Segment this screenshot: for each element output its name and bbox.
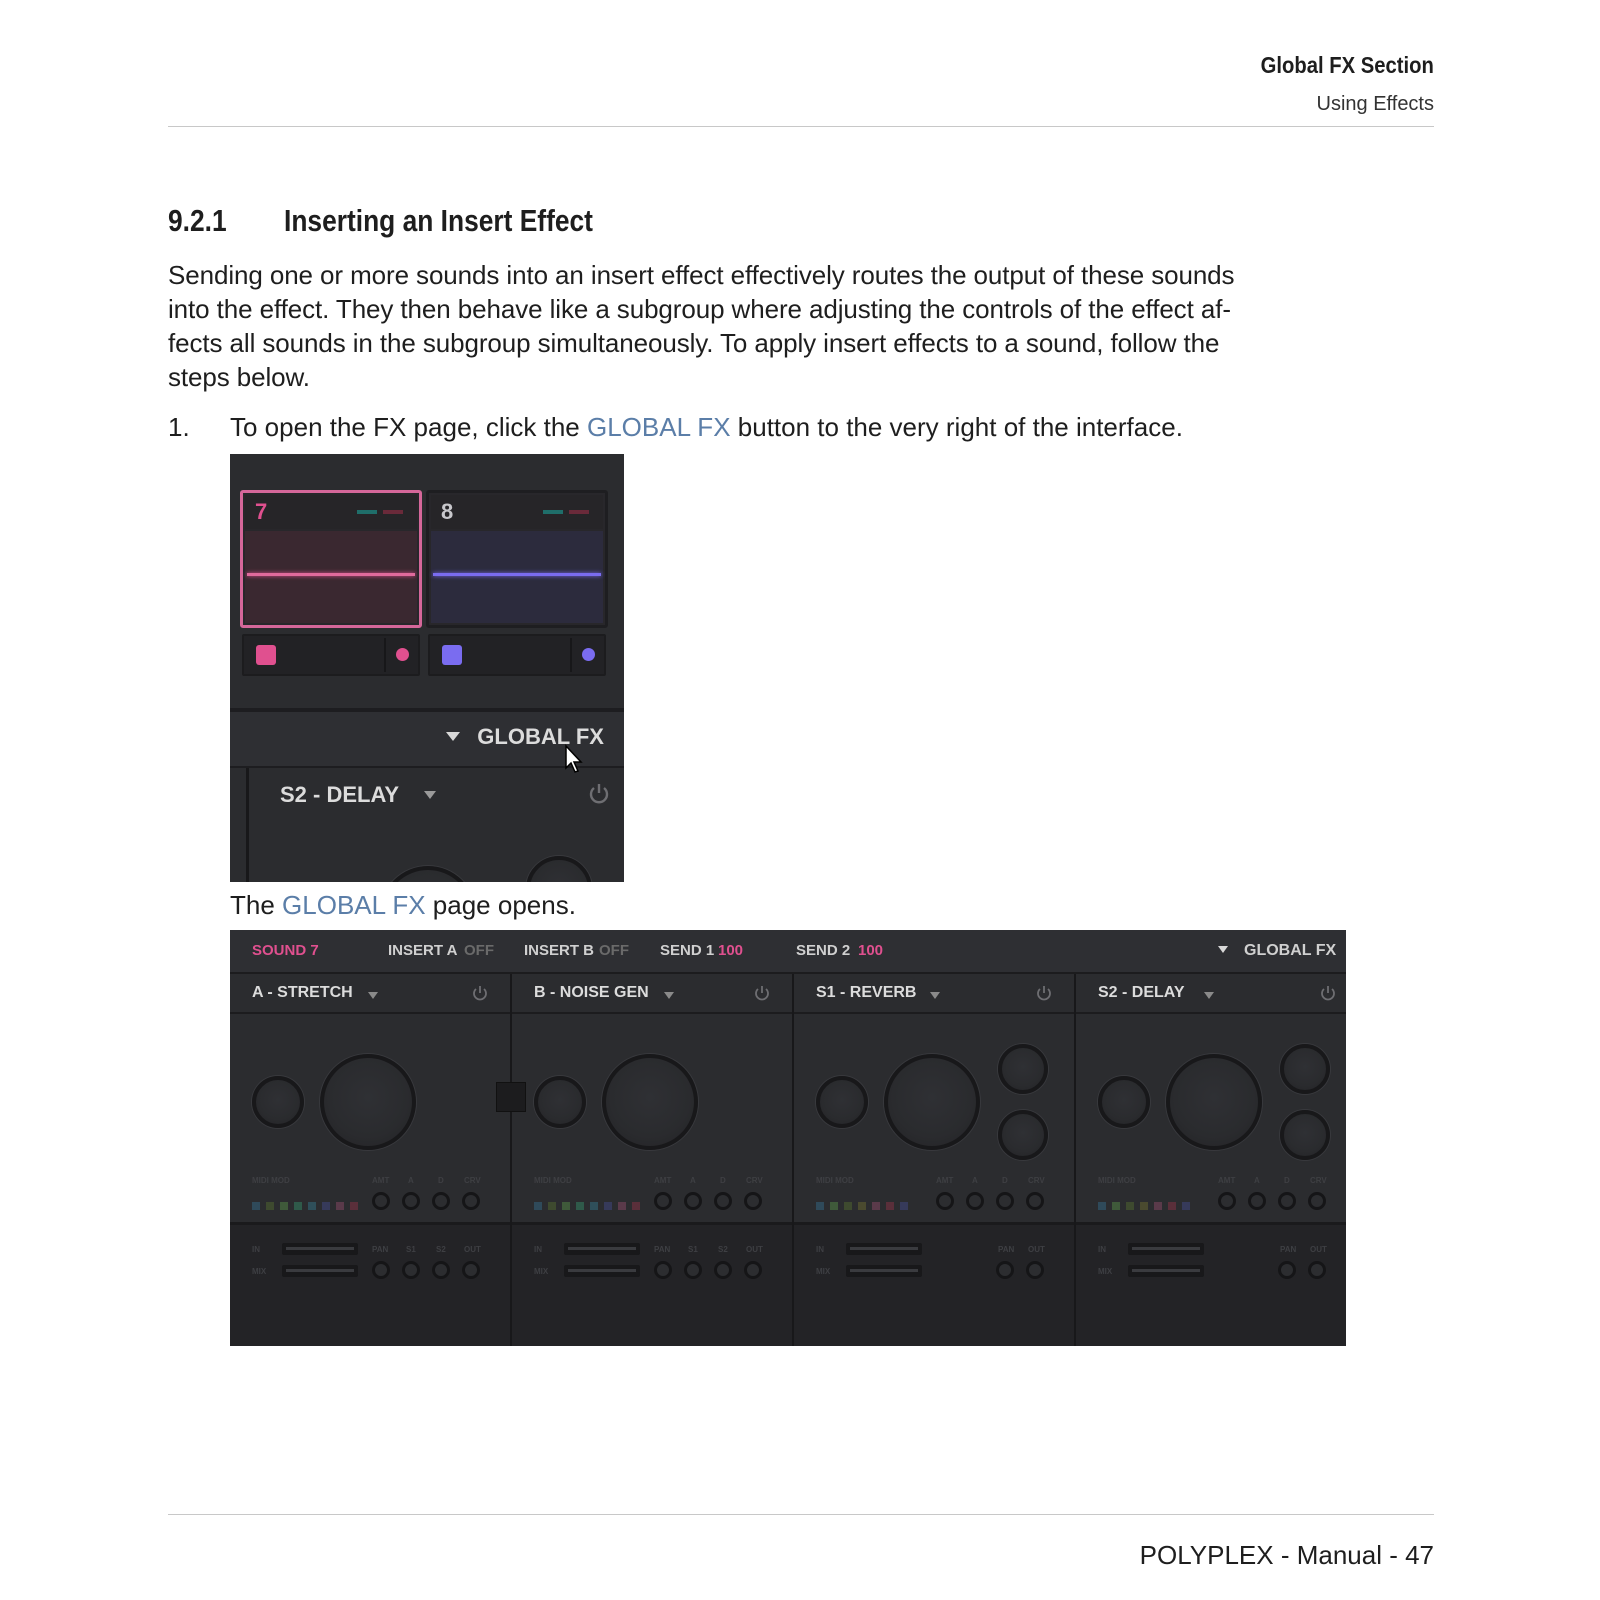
intro-line: steps below. bbox=[168, 362, 310, 392]
label: IN bbox=[534, 1245, 542, 1254]
knob-large[interactable] bbox=[884, 1054, 980, 1150]
knob-small[interactable] bbox=[1026, 1192, 1044, 1210]
fx-name: A - STRETCH bbox=[252, 984, 353, 1001]
knob[interactable] bbox=[1280, 1110, 1330, 1160]
knob-small[interactable] bbox=[744, 1261, 762, 1279]
mod-slot[interactable] bbox=[1098, 1202, 1106, 1210]
mod-slot[interactable] bbox=[562, 1202, 570, 1210]
panel-header bbox=[794, 974, 1074, 1014]
section-number: 9.2.1 bbox=[168, 203, 227, 238]
label: D bbox=[438, 1176, 444, 1185]
knob-small[interactable] bbox=[1278, 1261, 1296, 1279]
mod-slot[interactable] bbox=[632, 1202, 640, 1210]
knob-small[interactable] bbox=[1278, 1192, 1296, 1210]
pad-8[interactable] bbox=[426, 490, 608, 628]
mod-slot[interactable] bbox=[1154, 1202, 1162, 1210]
screenshot-global-fx-button bbox=[230, 454, 624, 882]
pad-7-sample-slot[interactable] bbox=[242, 634, 420, 676]
pad-7[interactable] bbox=[240, 490, 422, 628]
footer-divider bbox=[168, 1514, 1434, 1515]
label: A bbox=[972, 1176, 978, 1185]
global-fx-button[interactable]: GLOBAL FX bbox=[1244, 942, 1337, 959]
mod-slot[interactable] bbox=[1168, 1202, 1176, 1210]
fx-panel-a-stretch bbox=[230, 974, 513, 1346]
caption-before: The bbox=[230, 890, 283, 920]
knob-small[interactable] bbox=[654, 1192, 672, 1210]
mouse-cursor-icon bbox=[564, 744, 584, 774]
fader[interactable] bbox=[282, 1265, 358, 1277]
mod-slot[interactable] bbox=[816, 1202, 824, 1210]
label: OUT bbox=[746, 1245, 763, 1254]
knob-small[interactable] bbox=[996, 1192, 1014, 1210]
fx-body bbox=[230, 826, 624, 882]
mod-slot[interactable] bbox=[900, 1202, 908, 1210]
label: IN bbox=[1098, 1245, 1106, 1254]
power-icon[interactable] bbox=[754, 985, 770, 1001]
knob-small[interactable] bbox=[1218, 1192, 1236, 1210]
label: CRV bbox=[1028, 1176, 1045, 1185]
global-fx-link: GLOBAL FX bbox=[587, 412, 731, 442]
knob-large[interactable] bbox=[320, 1054, 416, 1150]
send-1-label[interactable]: SEND 1 bbox=[660, 942, 715, 959]
mod-slot[interactable] bbox=[252, 1202, 260, 1210]
mod-slot[interactable] bbox=[844, 1202, 852, 1210]
knob-small[interactable] bbox=[432, 1261, 450, 1279]
pad-body bbox=[245, 531, 417, 623]
mod-slot[interactable] bbox=[590, 1202, 598, 1210]
label: CRV bbox=[464, 1176, 481, 1185]
dice-icon[interactable] bbox=[442, 645, 462, 665]
mod-slot[interactable] bbox=[1126, 1202, 1134, 1210]
label: AMT bbox=[372, 1176, 390, 1185]
fx-header bbox=[230, 766, 624, 828]
knob-small[interactable] bbox=[372, 1192, 390, 1210]
screenshot-global-fx-page bbox=[230, 930, 1346, 1346]
fader[interactable] bbox=[564, 1243, 640, 1255]
label: S2 bbox=[436, 1245, 446, 1254]
caption bbox=[230, 890, 576, 921]
pad-indicator bbox=[383, 510, 403, 514]
dropdown-arrow-icon[interactable] bbox=[1204, 992, 1214, 999]
knob[interactable] bbox=[998, 1044, 1048, 1094]
send-1-value[interactable]: 100 bbox=[718, 942, 744, 959]
step-text-before: To open the FX page, click the bbox=[230, 412, 587, 442]
mod-slot[interactable] bbox=[294, 1202, 302, 1210]
mod-slot[interactable] bbox=[872, 1202, 880, 1210]
send-2-label[interactable]: SEND 2 bbox=[796, 942, 851, 959]
knob[interactable] bbox=[816, 1076, 868, 1128]
knob-large[interactable] bbox=[602, 1054, 698, 1150]
dropdown-arrow-icon[interactable] bbox=[368, 992, 378, 999]
label: OUT bbox=[464, 1245, 481, 1254]
global-fx-topbar bbox=[230, 930, 1346, 974]
knob-small[interactable] bbox=[402, 1192, 420, 1210]
pad-indicator bbox=[357, 510, 377, 514]
fx-name: B - NOISE GEN bbox=[534, 984, 649, 1001]
label: CRV bbox=[1310, 1176, 1327, 1185]
pad-number: 8 bbox=[441, 499, 454, 524]
insert-b-label[interactable]: INSERT B bbox=[524, 942, 595, 959]
mod-slot[interactable] bbox=[618, 1202, 626, 1210]
mod-slot[interactable] bbox=[886, 1202, 894, 1210]
knob-small[interactable] bbox=[372, 1261, 390, 1279]
label: IN bbox=[252, 1245, 260, 1254]
power-icon[interactable] bbox=[472, 985, 488, 1001]
pad-indicator bbox=[569, 510, 589, 514]
mod-slot[interactable] bbox=[336, 1202, 344, 1210]
fx-name: S1 - REVERB bbox=[816, 984, 917, 1001]
mod-slot[interactable] bbox=[322, 1202, 330, 1210]
label: OUT bbox=[1028, 1245, 1045, 1254]
running-header-section: Global FX Section bbox=[1260, 52, 1434, 78]
running-header-subsection: Using Effects bbox=[1316, 93, 1434, 115]
fx-panel-s2-delay bbox=[1076, 974, 1346, 1346]
step-text bbox=[230, 412, 1183, 443]
pad-waveform-line bbox=[247, 573, 415, 576]
slot-separator bbox=[384, 638, 386, 672]
label: MIX bbox=[816, 1267, 831, 1276]
status-dot bbox=[396, 648, 409, 661]
pad-body bbox=[431, 531, 603, 623]
caption-link: GLOBAL FX bbox=[282, 890, 426, 920]
caption-after: page opens. bbox=[425, 890, 576, 920]
knob-large[interactable] bbox=[1166, 1054, 1262, 1150]
fader[interactable] bbox=[1128, 1265, 1204, 1277]
fx-name: S2 - DELAY bbox=[280, 782, 400, 807]
power-icon[interactable] bbox=[1036, 985, 1052, 1001]
mod-slot[interactable] bbox=[1140, 1202, 1148, 1210]
label: CRV bbox=[746, 1176, 763, 1185]
knob-small[interactable] bbox=[684, 1261, 702, 1279]
section-title: Inserting an Insert Effect bbox=[284, 203, 593, 238]
mod-slot[interactable] bbox=[548, 1202, 556, 1210]
page-footer: POLYPLEX - Manual - 47 bbox=[1139, 1540, 1434, 1570]
label: PAN bbox=[654, 1245, 671, 1254]
label: OUT bbox=[1310, 1245, 1327, 1254]
knob[interactable] bbox=[1280, 1044, 1330, 1094]
fx-panel-b-noise-gen bbox=[512, 974, 795, 1346]
mod-slot[interactable] bbox=[576, 1202, 584, 1210]
slot-separator bbox=[570, 638, 572, 672]
step-number: 1. bbox=[168, 412, 190, 442]
label: A bbox=[408, 1176, 414, 1185]
knob-small[interactable] bbox=[462, 1192, 480, 1210]
label: D bbox=[1284, 1176, 1290, 1185]
pad-waveform-line bbox=[433, 573, 601, 576]
power-icon[interactable] bbox=[1320, 985, 1336, 1001]
label: S1 bbox=[688, 1245, 698, 1254]
dropdown-arrow-icon[interactable] bbox=[664, 992, 674, 999]
knob-small[interactable] bbox=[1308, 1192, 1326, 1210]
fader[interactable] bbox=[564, 1265, 640, 1277]
panel-header bbox=[230, 974, 510, 1014]
mod-slot[interactable] bbox=[1112, 1202, 1120, 1210]
knob-small[interactable] bbox=[744, 1192, 762, 1210]
label: A bbox=[690, 1176, 696, 1185]
knob[interactable] bbox=[380, 866, 476, 882]
chain-link-toggle[interactable] bbox=[496, 1082, 526, 1112]
fx-name: S2 - DELAY bbox=[1098, 984, 1185, 1001]
knob-small[interactable] bbox=[996, 1261, 1014, 1279]
dropdown-arrow-icon[interactable] bbox=[424, 791, 436, 799]
mixer-section bbox=[1076, 1222, 1346, 1346]
knob-small[interactable] bbox=[432, 1192, 450, 1210]
knob[interactable] bbox=[1098, 1076, 1150, 1128]
label: MIDI MOD bbox=[816, 1176, 854, 1185]
label: S2 bbox=[718, 1245, 728, 1254]
fader[interactable] bbox=[282, 1243, 358, 1255]
global-fx-label: GLOBAL FX bbox=[477, 724, 604, 749]
label: D bbox=[720, 1176, 726, 1185]
mod-slot[interactable] bbox=[534, 1202, 542, 1210]
mod-slot[interactable] bbox=[350, 1202, 358, 1210]
label: AMT bbox=[654, 1176, 672, 1185]
intro-line: fects all sounds in the subgroup simultaneously. To apply insert effects to a sound, follow the bbox=[168, 328, 1220, 358]
knob[interactable] bbox=[998, 1110, 1048, 1160]
fader[interactable] bbox=[846, 1243, 922, 1255]
divider bbox=[246, 826, 249, 882]
mod-slot[interactable] bbox=[1182, 1202, 1190, 1210]
mod-slot[interactable] bbox=[308, 1202, 316, 1210]
pad-8-sample-slot[interactable] bbox=[428, 634, 606, 676]
insert-b-value[interactable]: OFF bbox=[599, 942, 629, 959]
label: MIX bbox=[1098, 1267, 1113, 1276]
knob[interactable] bbox=[534, 1076, 586, 1128]
insert-a-value[interactable]: OFF bbox=[464, 942, 494, 959]
triangle-down-icon bbox=[1218, 946, 1228, 953]
status-dot bbox=[582, 648, 595, 661]
panel-header bbox=[512, 974, 792, 1014]
intro-line: into the effect. They then behave like a subgroup where adjusting the controls of the effect af- bbox=[168, 294, 1231, 324]
label: A bbox=[1254, 1176, 1260, 1185]
knob-small[interactable] bbox=[714, 1261, 732, 1279]
label: PAN bbox=[998, 1245, 1015, 1254]
panel-header bbox=[1076, 974, 1346, 1014]
dice-icon[interactable] bbox=[256, 645, 276, 665]
dropdown-arrow-icon[interactable] bbox=[930, 992, 940, 999]
label: MIDI MOD bbox=[534, 1176, 572, 1185]
power-icon[interactable] bbox=[588, 782, 610, 804]
knob-small[interactable] bbox=[936, 1192, 954, 1210]
pad-indicator bbox=[543, 510, 563, 514]
intro-line: Sending one or more sounds into an insert effect effectively routes the output of these sounds bbox=[168, 260, 1235, 290]
mixer-section bbox=[230, 1222, 510, 1346]
mixer-section bbox=[512, 1222, 792, 1346]
intro-paragraph bbox=[168, 258, 1352, 394]
knob-small[interactable] bbox=[684, 1192, 702, 1210]
label: MIX bbox=[252, 1267, 267, 1276]
insert-a-label[interactable]: INSERT A bbox=[388, 942, 458, 959]
triangle-down-icon bbox=[446, 732, 460, 741]
label: IN bbox=[816, 1245, 824, 1254]
sound-label: SOUND 7 bbox=[252, 942, 319, 959]
knob-small[interactable] bbox=[654, 1261, 672, 1279]
fx-panel-s1-reverb bbox=[794, 974, 1077, 1346]
label: PAN bbox=[1280, 1245, 1297, 1254]
label: MIDI MOD bbox=[252, 1176, 290, 1185]
knob-small[interactable] bbox=[1026, 1261, 1044, 1279]
mod-slot[interactable] bbox=[830, 1202, 838, 1210]
label: D bbox=[1002, 1176, 1008, 1185]
knob-small[interactable] bbox=[1248, 1192, 1266, 1210]
knob[interactable] bbox=[252, 1076, 304, 1128]
mod-slot[interactable] bbox=[858, 1202, 866, 1210]
label: S1 bbox=[406, 1245, 416, 1254]
mixer-section bbox=[794, 1222, 1074, 1346]
pad-number: 7 bbox=[255, 499, 268, 524]
label: PAN bbox=[372, 1245, 389, 1254]
knob-small[interactable] bbox=[966, 1192, 984, 1210]
mod-slot[interactable] bbox=[266, 1202, 274, 1210]
mod-slot[interactable] bbox=[280, 1202, 288, 1210]
fader[interactable] bbox=[1128, 1243, 1204, 1255]
knob-small[interactable] bbox=[1308, 1261, 1326, 1279]
step-text-after: button to the very right of the interface. bbox=[730, 412, 1183, 442]
mod-slot[interactable] bbox=[604, 1202, 612, 1210]
send-2-value[interactable]: 100 bbox=[858, 942, 884, 959]
knob-small[interactable] bbox=[402, 1261, 420, 1279]
header-divider bbox=[168, 126, 1434, 127]
label: MIX bbox=[534, 1267, 549, 1276]
label: AMT bbox=[936, 1176, 954, 1185]
knob-small[interactable] bbox=[462, 1261, 480, 1279]
fader[interactable] bbox=[846, 1265, 922, 1277]
label: AMT bbox=[1218, 1176, 1236, 1185]
label: MIDI MOD bbox=[1098, 1176, 1136, 1185]
knob[interactable] bbox=[526, 856, 592, 882]
knob-small[interactable] bbox=[714, 1192, 732, 1210]
